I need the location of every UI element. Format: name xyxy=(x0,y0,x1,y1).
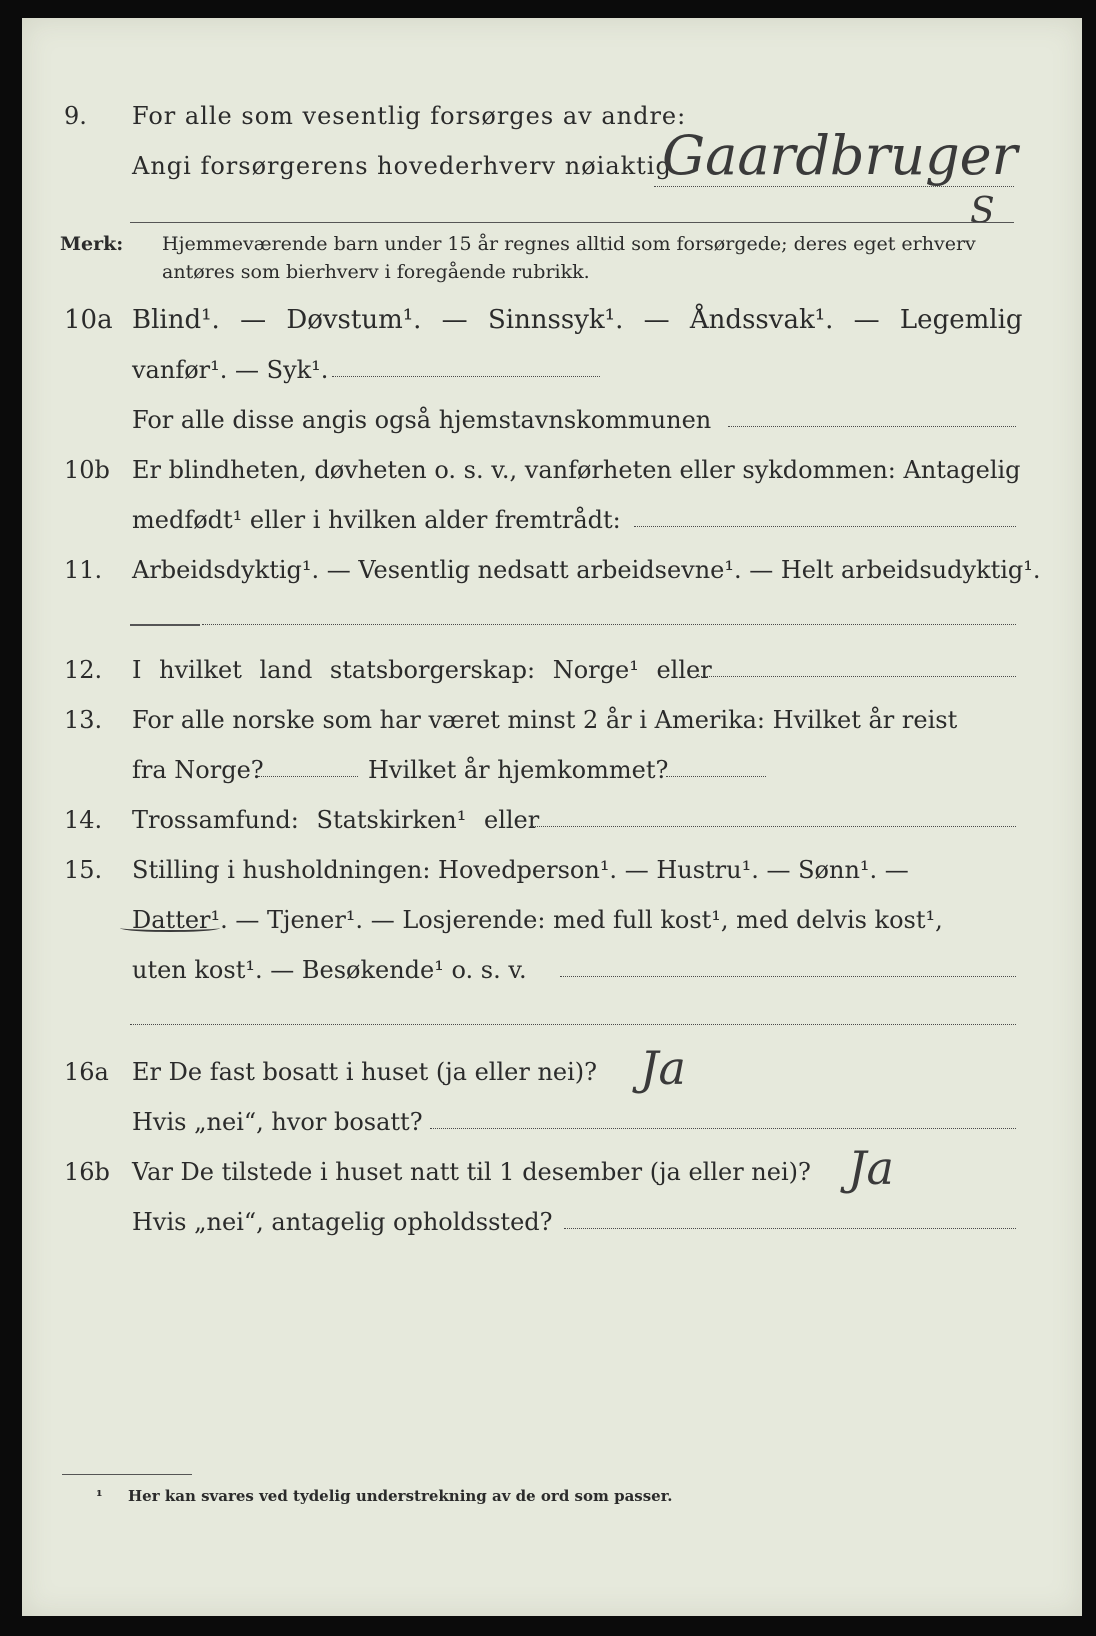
q16a-number: 16a xyxy=(64,1058,109,1086)
merk-text-1: Hjemmeværende barn under 15 år regnes alltid som forsørgede; deres eget erhverv xyxy=(162,233,976,255)
q15-datter-underline-mark xyxy=(120,924,220,932)
q10b-answer-line[interactable] xyxy=(634,526,1016,527)
q11-answer-line[interactable] xyxy=(202,624,1016,625)
q15-question: Stilling i husholdningen: Hovedperson¹. — Hustru¹. — Sønn¹. — xyxy=(132,856,909,884)
footnote-mark: ¹ xyxy=(96,1487,103,1505)
q16b-answer-handwritten: Ja xyxy=(848,1141,894,1195)
q16b-question: Var De tilstede i huset natt til 1 desember (ja eller nei)? xyxy=(132,1158,811,1186)
merk-text-2: antøres som bierhverv i foregående rubrikk. xyxy=(162,261,590,283)
q9-question: For alle som vesentlig forsørges av andre: xyxy=(132,102,687,130)
q16a-answer-handwritten: Ja xyxy=(640,1041,686,1095)
q13-number: 13. xyxy=(64,706,103,734)
q10b-question: Er blindheten, døvheten o. s. v., vanførheten eller sykdommen: Antagelig xyxy=(132,456,1021,484)
q9-answer-mark: S xyxy=(970,191,995,232)
merk-label: Merk: xyxy=(60,233,124,255)
census-form-page xyxy=(22,18,1082,1616)
q9-question-2: Angi forsørgerens hovederhverv nøiaktig xyxy=(132,152,672,180)
q14-question: Trossamfund: Statskirken¹ eller xyxy=(132,806,540,834)
q15-answer-line[interactable] xyxy=(560,976,1016,977)
footnote-text: Her kan svares ved tydelig understrekning av de ord som passer. xyxy=(128,1487,673,1505)
q10a-syk-answer-line[interactable] xyxy=(332,376,600,377)
q15-number: 15. xyxy=(64,856,103,884)
q10a-kommune-answer-line[interactable] xyxy=(728,426,1016,427)
q13-reist-answer-line[interactable] xyxy=(258,776,358,777)
q10a-number: 10a xyxy=(64,305,113,335)
q14-number: 14. xyxy=(64,806,103,834)
q15-extra-answer-line[interactable] xyxy=(130,1024,1016,1025)
q16b-opholdssted-answer-line[interactable] xyxy=(564,1228,1016,1229)
q14-answer-line[interactable] xyxy=(530,826,1016,827)
q9-number: 9. xyxy=(64,102,87,130)
q12-number: 12. xyxy=(64,656,103,684)
q13-question-2a: fra Norge? xyxy=(132,756,264,784)
q13-question: For alle norske som har været minst 2 år i Amerika: Hvilket år reist xyxy=(132,706,958,734)
q15-question-3: uten kost¹. — Besøkende¹ o. s. v. xyxy=(132,956,527,984)
q13-question-2b: Hvilket år hjemkommet? xyxy=(368,756,669,784)
footnote-rule xyxy=(62,1474,192,1475)
q10a-question: Blind¹. — Døvstum¹. — Sinnssyk¹. — Åndssvak¹. — Legemlig xyxy=(132,305,1023,335)
q11-question: Arbeidsdyktig¹. — Vesentlig nedsatt arbeidsevne¹. — Helt arbeidsudyktig¹. xyxy=(132,556,1041,584)
q15-question-2: Datter¹. — Tjener¹. — Losjerende: med full kost¹, med delvis kost¹, xyxy=(132,906,943,934)
q9-answer-handwritten: Gaardbruger xyxy=(662,124,1018,187)
q13-hjemkommet-answer-line[interactable] xyxy=(666,776,766,777)
q12-question: I hvilket land statsborgerskap: Norge¹ eller xyxy=(132,656,712,684)
q11-answer-stub xyxy=(130,624,200,626)
q16b-number: 16b xyxy=(64,1158,110,1186)
q16a-question-2: Hvis „nei“, hvor bosatt? xyxy=(132,1108,423,1136)
q16b-question-2: Hvis „nei“, antagelig opholdssted? xyxy=(132,1208,553,1236)
q9-rule xyxy=(130,222,1014,223)
q16a-bosatt-answer-line[interactable] xyxy=(430,1128,1016,1129)
q12-answer-line[interactable] xyxy=(698,676,1016,677)
q11-number: 11. xyxy=(64,556,103,584)
q10b-question-2: medfødt¹ eller i hvilken alder fremtrådt: xyxy=(132,506,621,534)
q10a-question-3: For alle disse angis også hjemstavnskommunen xyxy=(132,406,712,434)
q16a-question: Er De fast bosatt i huset (ja eller nei)? xyxy=(132,1058,598,1086)
q10b-number: 10b xyxy=(64,456,110,484)
q10a-question-2: vanfør¹. — Syk¹. xyxy=(132,356,329,384)
